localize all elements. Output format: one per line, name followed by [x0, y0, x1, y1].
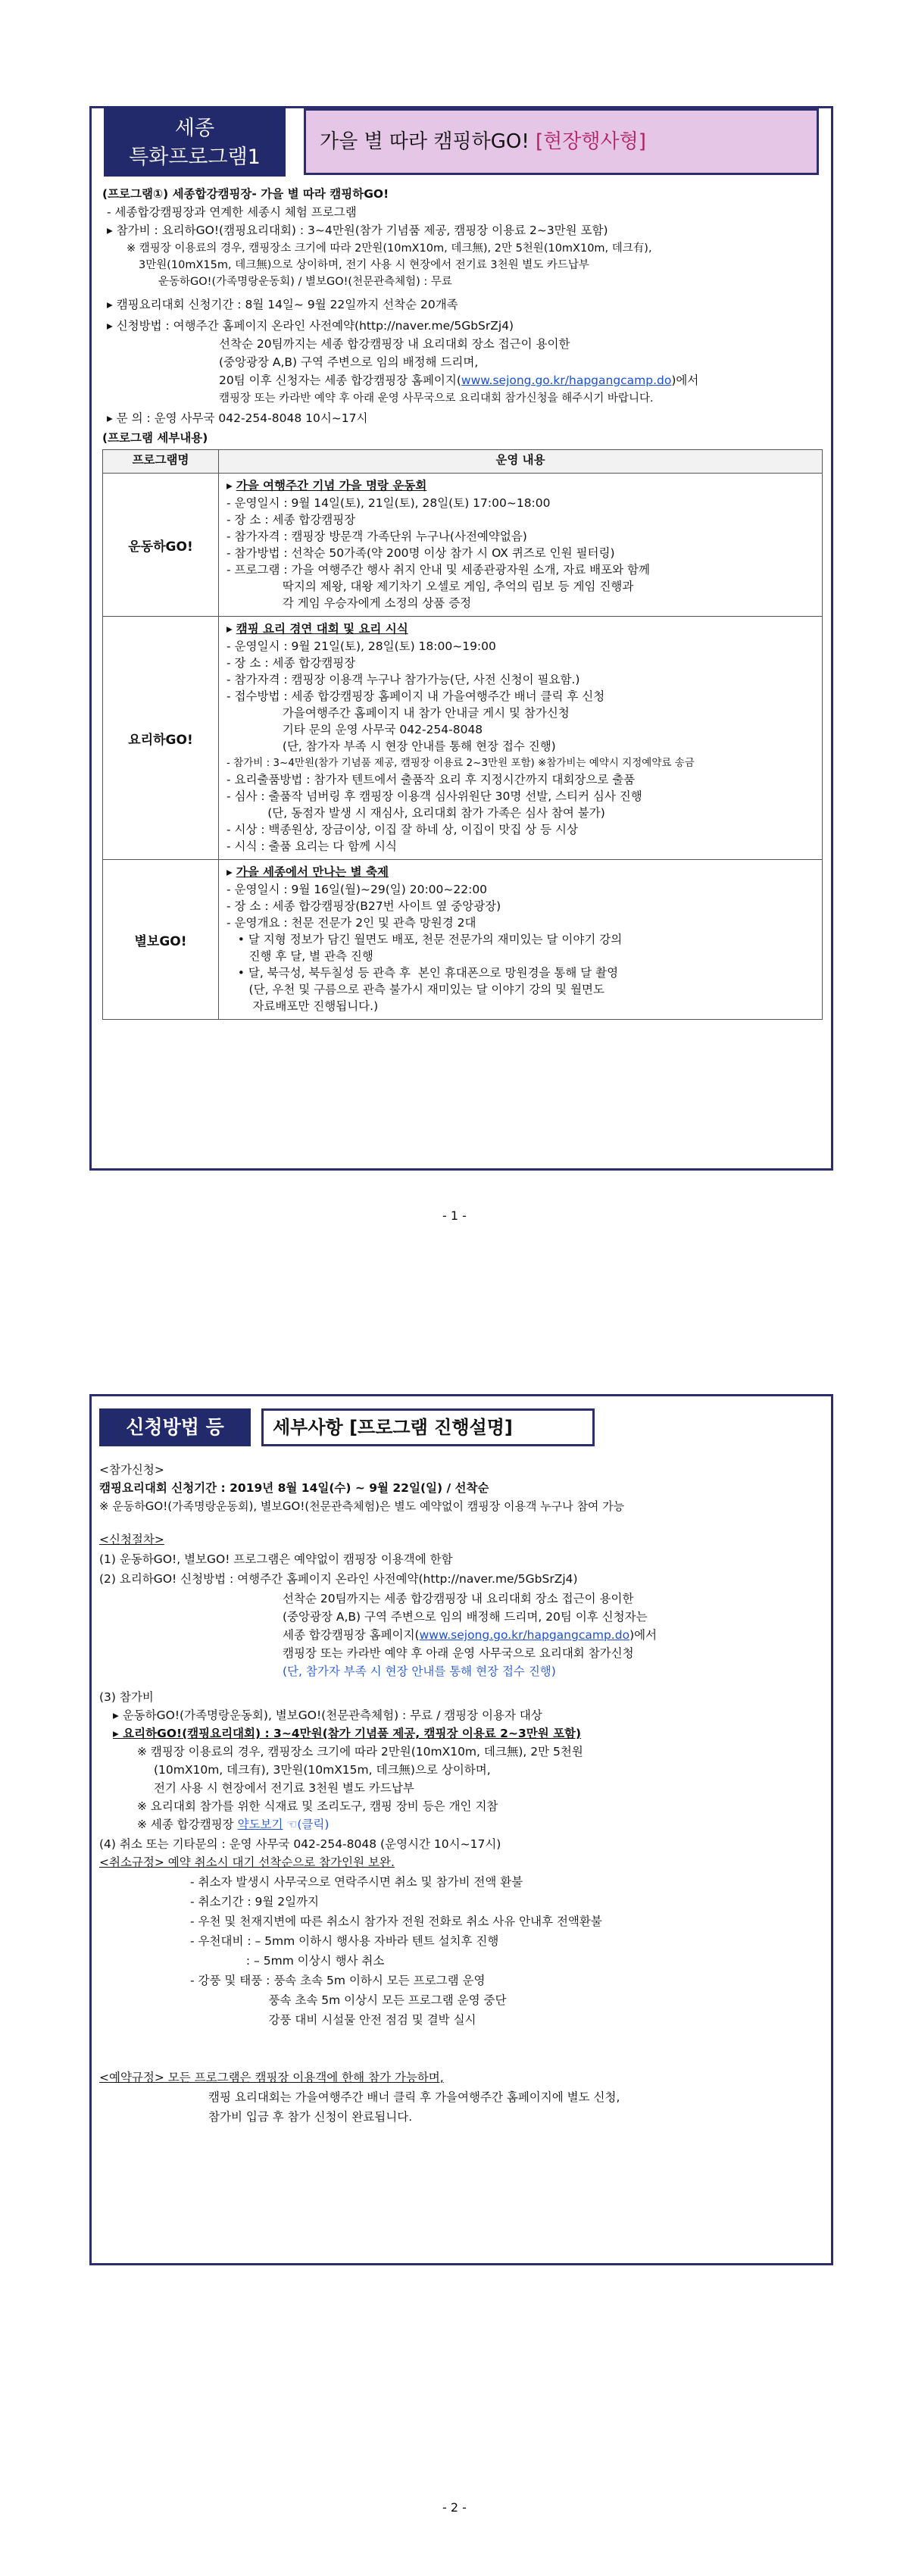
apply-note: ※ 운동하GO!(가족명랑운동회), 별보GO!(천문관측체험)은 별도 예약없이 캠핑장 이용객 누구나 참여 가능 — [99, 1499, 625, 1513]
row-line: 자료배포만 진행됩니다.) — [226, 999, 379, 1013]
method-line-5: 캠핑장 또는 카라반 예약 후 아래 운영 사무국으로 요리대회 참가신청을 해주시기 바랍니다. — [219, 392, 654, 405]
row-line: - 시상 : 백종원상, 장금이상, 이집 잘 하네 상, 이집이 맛집 상 등 시상 — [226, 823, 578, 836]
apply-period: 캠핑요리대회 신청기간 : 2019년 8월 14일(수) ~ 9월 22일(일) / 선착순 — [99, 1481, 489, 1495]
fee-free: ▸ 운동하GO!(가족명랑운동회), 별보GO!(천문관측체험) : 무료 / 캠핑장 이용자 대상 — [113, 1708, 542, 1722]
program-heading: (프로그램①) 세종합강캠핑장- 가을 별 따라 캠핑하GO! — [102, 187, 389, 201]
rule-line: 풍속 초속 5m 이상시 모든 프로그램 운영 중단 — [190, 1993, 507, 2007]
period-line: ▸ 캠핑요리대회 신청기간 : 8월 14일~ 9월 22일까지 선착순 20개족 — [107, 298, 458, 311]
cancel-policy: <취소규정> 예약 취소시 대기 선착순으로 참가인원 보완. — [99, 1855, 395, 1869]
section-title: 가을 여행주간 기념 가을 명랑 운동회 — [236, 479, 427, 492]
rule-line: 강풍 대비 시설물 안전 점검 및 결박 실시 — [190, 2013, 476, 2027]
page-1 — [89, 106, 833, 1171]
row-line: - 운영일시 : 9월 16일(월)~29(일) 20:00~22:00 — [226, 883, 488, 896]
row-line: - 참가자격 : 캠핑장 이용객 누구나 참가가능(단, 사전 신청이 필요함.) — [226, 673, 580, 686]
row-line: (단, 우천 및 구름으로 관측 불가시 재미있는 달 이야기 강의 및 월면도 — [226, 983, 605, 996]
table-row — [103, 860, 823, 1020]
reserve-policy-2: 캠핑 요리대회는 가을여행주간 배너 클릭 후 가을여행주간 홈페이지에 별도 신청, — [208, 2090, 620, 2104]
rule-line: - 강풍 및 태풍 : 풍속 초속 5m 이하시 모든 프로그램 운영 — [190, 1974, 486, 1987]
procedure-heading: <신청절차> — [99, 1533, 164, 1546]
page-title — [304, 108, 819, 175]
method-line-4: 20팀 이후 신청자는 세종 합강캠핑장 홈페이지(www.sejong.go.kr/hapgangcamp.do)에서 — [219, 374, 699, 387]
fee-note-3: 운동하GO!(가족명랑운동회) / 별보GO!(천문관측체험) : 무료 — [158, 276, 452, 288]
fee-heading: (3) 참가비 — [99, 1690, 154, 1704]
page-title-highlight: [현장행사형] — [536, 130, 646, 153]
fee-note-2: 3만원(10mX15m, 데크無)으로 상이하며, 전기 사용 시 현장에서 전기료 3천원 별도 카드납부 — [139, 259, 589, 271]
table-row — [103, 617, 823, 860]
rule-line: : – 5mm 이상시 행사 취소 — [190, 1954, 385, 1968]
procedure-2c: (중앙광장 A,B) 구역 주변으로 임의 배정해 드리며, 20팀 이후 신청자는 — [283, 1610, 648, 1624]
page-number-2: - 2 - — [442, 2500, 467, 2515]
row-line: - 운영일시 : 9월 21일(토), 28일(토) 18:00~19:00 — [226, 639, 496, 653]
fee-note-1: ※ 캠핑장 이용료의 경우, 캠핑장소 크기에 따라 2만원(10mX10m, 데크無), 2만 5천원(10mX10m, 데크有), — [127, 242, 652, 255]
row-line: - 심사 : 출품작 넘버링 후 캠핑장 이용객 심사위원단 30명 선발, 스티커 심사 진행 — [226, 789, 642, 803]
program-body: ▸ 가을 여행주간 기념 가을 명랑 운동회 - 운영일시 : 9월 14일(토), 21일(토), 28일(토) 17:00~18:00 - 장 소 : 세종 합강캠핑장 - 참가자격 : 캠핑장 방문객 가족단위 누구나(사전예약없음) - 참가방법 : 선착순 50가족(약 200명 이상 참가 시 OX 퀴즈로 인원 필터링) - 프로그램 : 가을 여행주간 행사 취지 안내 및 세종관광자원 소개, 자료 배포와 함께 딱지의 제왕, 대왕 제기차기 오셀로 게임, 추억의 림보 등 게임 진행과 각 게임 우승자에게 소정의 상품 증정 — [219, 474, 823, 617]
section-title: 가을 세종에서 만나는 별 축제 — [236, 865, 389, 879]
cancel-contact: (4) 취소 또는 기타문의 : 운영 사무국 042-254-8048 (운영시간 10시~17시) — [99, 1837, 501, 1851]
table-header — [103, 450, 823, 474]
fee-note-b: (10mX10m, 데크有), 3만원(10mX15m, 데크無)으로 상이하며, — [154, 1763, 491, 1777]
method-line-2: 선착순 20팀까지는 세종 합강캠핑장 내 요리대회 장소 접근이 용이한 — [219, 337, 570, 351]
program-tag-line1: 세종 — [174, 117, 215, 140]
row-line: - 장 소 : 세종 합강캠핑장 — [226, 656, 356, 670]
row-line: - 참가자격 : 캠핑장 방문객 가족단위 누구나(사전예약없음) — [226, 530, 527, 543]
camp-homepage-link-2[interactable]: www.sejong.go.kr/hapgangcamp.do — [419, 1628, 630, 1642]
click-hint[interactable]: ☜(클릭) — [283, 1818, 330, 1831]
fee-note-a: ※ 캠핑장 이용료의 경우, 캠핑장소 크기에 따라 2만원(10mX10m, 데크無), 2만 5천원 — [137, 1745, 583, 1758]
program-tag-line2: 특화프로그램1 — [129, 145, 261, 169]
camp-homepage-link[interactable]: www.sejong.go.kr/hapgangcamp.do — [461, 374, 672, 387]
row-line: - 시식 : 출품 요리는 다 함께 시식 — [226, 839, 397, 853]
row-line: - 운영개요 : 천문 전문가 2인 및 관측 망원경 2대 — [226, 916, 476, 930]
row-line: • 달 지형 정보가 담긴 월면도 배포, 천문 전문가의 재미있는 달 이야기 강의 — [226, 933, 623, 946]
row-line: - 참가방법 : 선착순 50가족(약 200명 이상 참가 시 OX 퀴즈로 인원 필터링) — [226, 546, 615, 560]
row-line: 기타 문의 운영 사무국 042-254-8048 — [226, 723, 483, 736]
header-program-name: 프로그램명 — [103, 450, 219, 474]
section-title: 캠핑 요리 경연 대회 및 요리 시식 — [236, 622, 408, 636]
rule-line: - 취소자 발생시 사무국으로 연락주시면 취소 및 참가비 전액 환불 — [190, 1875, 523, 1889]
row-line: - 운영일시 : 9월 14일(토), 21일(토), 28일(토) 17:00~18:00 — [226, 496, 551, 510]
row-line: • 달, 북극성, 북두칠성 등 관측 후 본인 휴대폰으로 망원경을 통해 달 촬영 — [226, 966, 619, 980]
intro-line: - 세종합강캠핑장과 연계한 세종시 체험 프로그램 — [107, 205, 357, 219]
rule-line: - 취소기간 : 9월 2일까지 — [190, 1895, 320, 1909]
rule-line: - 우천 및 천재지변에 따른 취소시 참가자 전원 전화로 취소 사유 안내후 전액환불 — [190, 1915, 602, 1928]
procedure-2f: (단, 참가자 부족 시 현장 안내를 통해 현장 접수 진행) — [283, 1665, 556, 1678]
reserve-policy-3: 참가비 입금 후 참가 신청이 완료됩니다. — [208, 2110, 413, 2124]
fee-line: ▸ 참가비 : 요리하GO!(캠핑요리대회) : 3~4만원(참가 기념품 제공, 캠핑장 이용료 2~3만원 포함) — [107, 224, 608, 237]
detail-heading: (프로그램 세부내용) — [102, 431, 208, 445]
program-name: 운동하GO! — [103, 474, 219, 617]
program-table — [102, 449, 823, 1020]
rule-line: - 우천대비 : – 5mm 이하시 행사용 자바라 텐트 설치후 진행 — [190, 1934, 499, 1948]
page-number-1: - 1 - — [442, 1208, 467, 1223]
fee-map: ※ 세종 합강캠핑장 약도보기 ☜(클릭) — [137, 1818, 330, 1831]
method-line: ▸ 신청방법 : 여행주간 홈페이지 온라인 사전예약(http://naver.me/5GbSrZj4) — [107, 319, 514, 333]
fee-cooking: ▸ 요리하GO!(캠핑요리대회) : 3~4만원(참가 기념품 제공, 캠핑장 이용료 2~3만원 포함) — [113, 1727, 582, 1740]
procedure-2b: 선착순 20팀까지는 세종 합강캠핑장 내 요리대회 장소 접근이 용이한 — [283, 1592, 634, 1605]
header-content: 운영 내용 — [219, 450, 823, 474]
map-link[interactable]: 약도보기 — [237, 1818, 283, 1831]
procedure-2: (2) 요리하GO! 신청방법 : 여행주간 홈페이지 온라인 사전예약(http://naver.me/5GbSrZj4) — [99, 1572, 578, 1586]
row-line: - 장 소 : 세종 합강캠핑장 — [226, 513, 356, 527]
method-line-3: (중앙광장 A,B) 구역 주변으로 임의 배정해 드리며, — [219, 355, 479, 369]
program-name: 별보GO! — [103, 860, 219, 1020]
page-title-main: 가을 별 따라 캠핑하GO! — [320, 130, 529, 153]
program-name: 요리하GO! — [103, 617, 219, 860]
program-body: ▸ 캠핑 요리 경연 대회 및 요리 시식 - 운영일시 : 9월 21일(토), 28일(토) 18:00~19:00 - 장 소 : 세종 합강캠핑장 - 참가자격 : 캠핑장 이용객 누구나 참가가능(단, 사전 신청이 필요함.) - 접수방법 : 세종 합강캠핑장 홈페이지 내 가을여행주간 배너 클릭 후 신청 가을여행주간 홈페이지 내 참가 안내글 게시 및 참가신청 기타 문의 운영 사무국 042-254-8048 (단, 참가자 부족 시 현장 안내를 통해 현장 접수 진행) - 참가비 : 3~4만원(참가 기념품 제공, 캠핑장 이용료 2~3만원 포함) ※참가비는 예약시 지정예약료 송금 - 요리출품방법 : 참가자 텐트에서 출품작 요리 후 지정시간까지 대회장으로 출품 - 심사 : 출품작 넘버링 후 캠핑장 이용객 심사위원단 30명 선발, 스티커 심사 진행 (단, 동점자 발생 시 재심사, 요리대회 참가 가족은 심사 참여 불가) - 시상 : 백종원상, 장금이상, 이집 잘 하네 상, 이집이 맛집 상 등 시상 - 시식 : 출품 요리는 다 함께 시식 — [219, 617, 823, 860]
row-line: 각 게임 우승자에게 소정의 상품 증정 — [226, 596, 472, 610]
row-line: 딱지의 제왕, 대왕 제기차기 오셀로 게임, 추억의 림보 등 게임 진행과 — [226, 580, 634, 593]
row-line: - 프로그램 : 가을 여행주간 행사 취지 안내 및 세종관광자원 소개, 자료 배포와 함께 — [226, 563, 650, 577]
row-line: 가을여행주간 홈페이지 내 참가 안내글 게시 및 참가신청 — [226, 706, 570, 720]
program-tag — [104, 107, 286, 177]
reserve-policy: <예약규정> 모든 프로그램은 캠핑장 이용객에 한해 참가 가능하며, — [99, 2071, 444, 2084]
row-line: - 접수방법 : 세종 합강캠핑장 홈페이지 내 가을여행주간 배너 클릭 후 신청 — [226, 689, 605, 703]
fee-note-c: 전기 사용 시 현장에서 전기료 3천원 별도 카드납부 — [154, 1781, 414, 1795]
row-line: - 참가비 : 3~4만원(참가 기념품 제공, 캠핑장 이용료 2~3만원 포함) ※참가비는 예약시 지정예약료 송금 — [226, 757, 695, 769]
row-line: (단, 참가자 부족 시 현장 안내를 통해 현장 접수 진행) — [226, 739, 556, 753]
apply-heading: <참가신청> — [99, 1463, 164, 1477]
fee-note-d: ※ 요리대회 참가를 위한 식재료 및 조리도구, 캠핑 장비 등은 개인 지참 — [137, 1799, 498, 1813]
program-body: ▸ 가을 세종에서 만나는 별 축제 - 운영일시 : 9월 16일(월)~29(일) 20:00~22:00 - 장 소 : 세종 합강캠핑장(B27번 사이트 옆 중앙광장) - 운영개요 : 천문 전문가 2인 및 관측 망원경 2대 • 달 지형 정보가 담긴 월면도 배포, 천문 전문가의 재미있는 달 이야기 강의 진행 후 달, 별 관측 진행 • 달, 북극성, 북두칠성 등 관측 후 본인 휴대폰으로 망원경을 통해 달 촬영 (단, 우천 및 구름으로 관측 불가시 재미있는 달 이야기 강의 및 월면도 자료배포만 진행됩니다.) — [219, 860, 823, 1020]
row-line: - 장 소 : 세종 합강캠핑장(B27번 사이트 옆 중앙광장) — [226, 899, 501, 913]
page2-title: 세부사항 [프로그램 진행설명] — [261, 1408, 595, 1446]
row-line: 진행 후 달, 별 관측 진행 — [226, 949, 373, 963]
row-line: - 요리출품방법 : 참가자 텐트에서 출품작 요리 후 지정시간까지 대회장으로 출품 — [226, 773, 636, 786]
procedure-1: (1) 운동하GO!, 별보GO! 프로그램은 예약없이 캠핑장 이용객에 한함 — [99, 1552, 453, 1566]
page-2 — [89, 1394, 833, 2265]
row-line: (단, 동점자 발생 시 재심사, 요리대회 참가 가족은 심사 참여 불가) — [226, 806, 605, 820]
contact-line: ▸ 문 의 : 운영 사무국 042-254-8048 10시~17시 — [107, 411, 368, 425]
table-row — [103, 474, 823, 617]
procedure-2e: 캠핑장 또는 카라반 예약 후 아래 운영 사무국으로 요리대회 참가신청 — [283, 1646, 634, 1660]
page2-tag: 신청방법 등 — [99, 1408, 251, 1446]
procedure-2d: 세종 합강캠핑장 홈페이지(www.sejong.go.kr/hapgangcamp.do)에서 — [283, 1628, 658, 1642]
